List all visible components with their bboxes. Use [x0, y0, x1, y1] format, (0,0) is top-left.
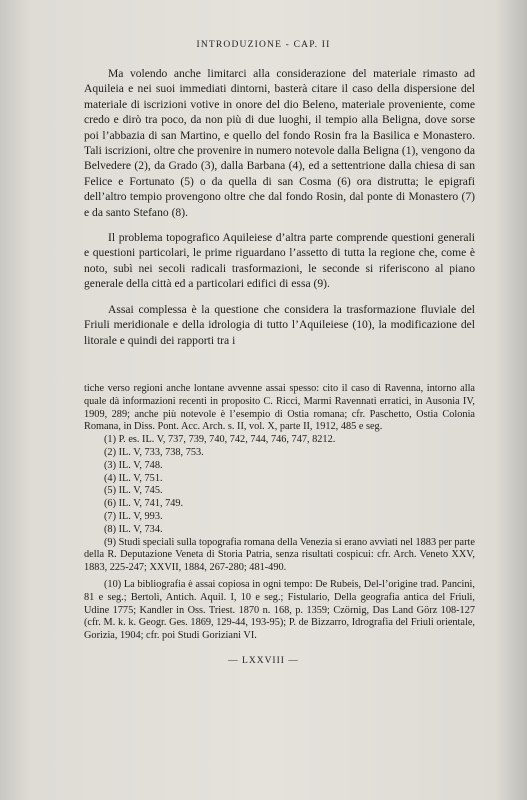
footnote-2: (2) IL. V, 733, 738, 753.: [104, 446, 204, 458]
footnote-9: (9) Studi speciali sulla topografia romana della Venezia si erano avviati nel 1883 per parte della R. Deputazione Veneta di Storia Patria, senza risultati cospicui: cfr. Arch. Veneto XXV, 1883, 225-247; XXVII, 1884, 267-280; 481-490.: [84, 536, 475, 574]
footnote-3: (3) IL. V, 748.: [104, 459, 163, 471]
footnote-10: (10) La bibliografia è assai copiosa in ogni tempo: De Rubeis, Del-l’origine trad. Pancini, 81 e seg.; Bertoli, Antich. Aquil. I, 10 e seg.; Fistulario, Della geografia antica del Friuli, Udine 1775; Kandler in Oss. Triest. 1870 n. 168, p. 1359; Czörnig, Das Land Görz 108-127 (cfr. M. k. k. Geogr. Ges. 1869, 129-44, 193-95); P. de Bizzarro, Idrografia del Friuli orientale, Gorizia, 1904; cfr. poi Studi Goriziani VI.: [84, 578, 475, 642]
footnote-7: (7) IL. V, 993.: [104, 510, 163, 522]
footnote-continuation: tiche verso regioni anche lontane avvenne assai spesso: cito il caso di Ravenna, intorno alla quale dà informazioni recenti in proposito C. Ricci, Marmi Ravennati erratici, in Ausonia IV, 1909, 289; anche più notevole è l’esempio di Ostia romana; cfr. Paschetto, Ostia Colonia Romana, in Diss. Pont. Acc. Arch. s. II, vol. X, parte II, 1912, 485 e seg.: [84, 383, 475, 433]
footnotes: [84, 383, 475, 643]
running-header: INTRODUZIONE - CAP. II: [196, 40, 331, 50]
footnote-6: (6) IL. V, 741, 749.: [104, 498, 184, 510]
footnote-4: (4) IL. V, 751.: [104, 472, 163, 484]
page-number: — LXXVIII —: [228, 656, 299, 666]
footnote-8: (8) IL. V, 734.: [104, 523, 163, 535]
footnote-1: (1) P. es. IL. V, 737, 739, 740, 742, 744, 746, 747, 8212.: [104, 434, 336, 446]
paragraph-1: Ma volendo anche limitarci alla considerazione del materiale rimasto ad Aquileia e nei suoi immediati dintorni, basterà citare il caso della dispersione del materiale di iscrizioni votive in onore del dio Beleno, materiale proveniente, come credo e dirò tra poco, da non più di due luoghi, il tempio alla Beligna, dove sorse poi l’abbazia di san Martino, e quello del fondo Rosin fra la Basilica e Monastero. Tali iscrizioni, oltre che provenire in numero notevole dalla Beligna (1), vengono da Belvedere (2), da Grado (3), dalla Barbana (4), ed a settentrione dalla chiesa di san Felice e Fortunato (5) o da quella di san Cosma (6) ora distrutta; le epigrafi dell’altro tempio provengono oltre che dal fondo Rosin, dal ponte di Monastero (7) e da santo Stefano (8).: [84, 67, 475, 219]
main-text: [84, 66, 475, 348]
paragraph-3: Assai complessa è la questione che considera la trasformazione fluviale del Friuli meridionale e della idrologia di tutto l’Aquileiese (10), la modificazione del litorale e quindi dei rapporti tra i: [84, 302, 475, 347]
paragraph-2: Il problema topografico Aquileiese d’altra parte comprende questioni generali e questioni particolari, le prime riguardano l’assetto di tutta la regione che, come è noto, subì nei secoli radicali trasformazioni, le seconde si riferiscono al piano generale della città ed a particolari edifici di essa (9).: [84, 231, 475, 291]
footnote-5: (5) IL. V, 745.: [104, 485, 163, 497]
